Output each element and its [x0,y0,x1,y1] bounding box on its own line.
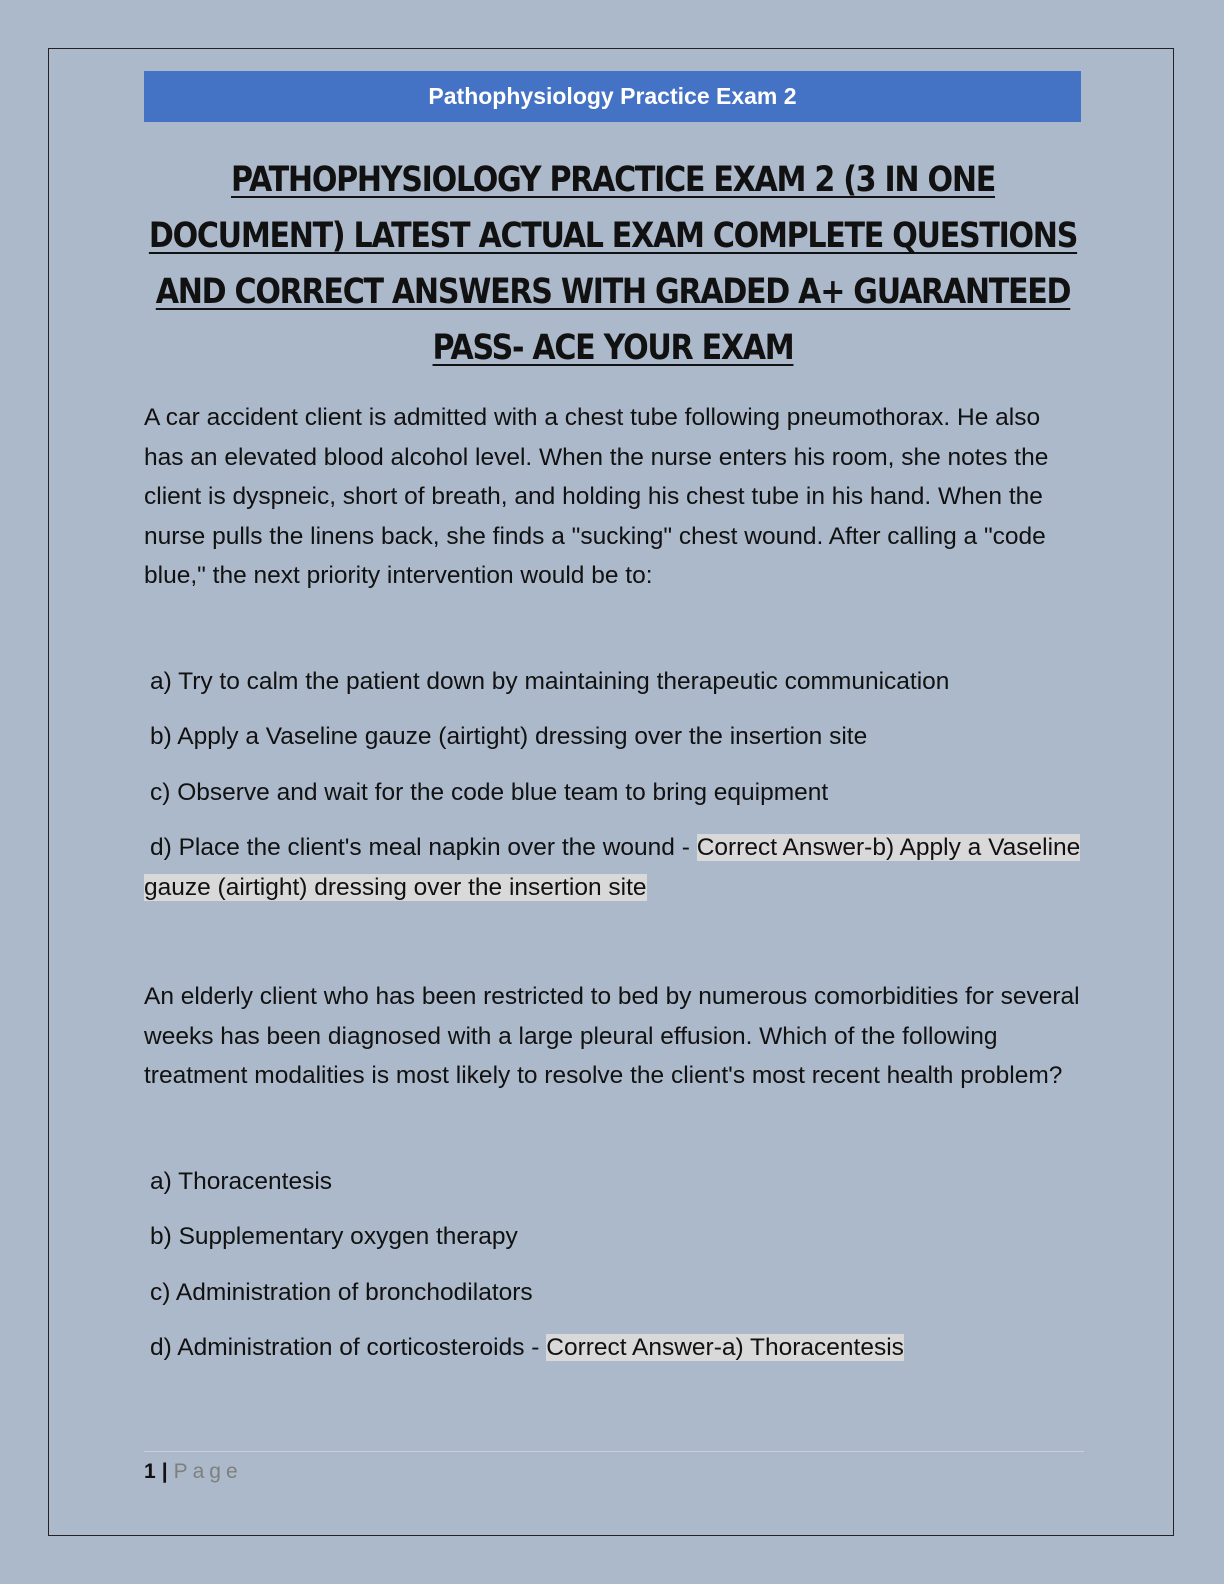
correct-answer: Correct Answer-a) Thoracentesis [546,1334,904,1361]
correct-answer: Correct Answer-b) Apply a Vaseline gauze (airtight) dressing over the insertion site [144,834,1081,901]
question-text: A car accident client is admitted with a chest tube following pneumothorax. He also has an elevated blood alcohol level. When the nurse enters his room, she notes the client is dyspneic, short of breath, and holding his chest tube in his hand. When the nurse pulls the linens back, she finds a "sucking" chest wound. After calling a "code blue," the next priority intervention would be to: [144,404,1049,589]
document-title: PATHOPHYSIOLOGY PRACTICE EXAM 2 (3 IN ONE DOCUMENT) LATEST ACTUAL EXAM COMPLETE QUESTIONS AND CORRECT ANSWERS WITH GRADED A+ GUARANTEED PASS- ACE YOUR EXAM [148,160,1078,368]
answer-options [144,1162,1081,1368]
option-b: b) Apply a Vaseline gauze (airtight) dressing over the insertion site [150,723,868,750]
option-a: a) Try to calm the patient down by maintaining therapeutic communication [150,667,950,695]
footer-divider [144,1451,1084,1452]
option-d-text: d) Administration of corticosteroids - [150,1334,547,1361]
option-d [144,828,1081,907]
option-b: b) Supplementary oxygen therapy [150,1223,518,1250]
option-c: c) Administration of bronchodilators [150,1278,533,1306]
page-label: Page [173,1460,243,1483]
option-a: a) Thoracentesis [150,1167,333,1195]
header-bar [144,71,1081,122]
answer-options [144,662,1081,908]
question-text: An elderly client who has been restricted to bed by numerous comorbidities for several weeks has been diagnosed with a large pleural effusion. Which of the following treatment modalities is most likely to resolve the client's most recent health problem? [144,983,1080,1089]
page-number: 1 [144,1460,156,1483]
option-d-text: d) Place the client's meal napkin over the wound - [150,834,697,861]
option-c: c) Observe and wait for the code blue team to bring equipment [150,778,829,806]
header-title: Pathophysiology Practice Exam 2 [428,83,797,109]
footer-separator: | [161,1460,168,1483]
option-d [144,1328,1081,1368]
page-content [144,71,1081,1384]
page-footer [144,1457,243,1487]
